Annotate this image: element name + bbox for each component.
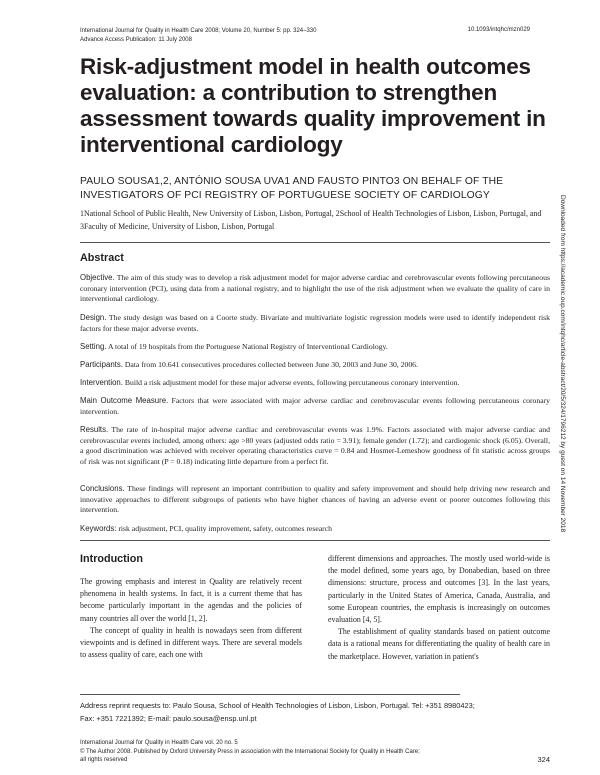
abstract-conclusions [80,484,550,516]
abstract-results [80,425,550,467]
page-number: 324 [537,755,550,764]
objective-text: The aim of this study was to develop a risk adjustment model for major adverse cardiac and cerebrovascular events following percutaneous coronary intervention (PCI), using data from a national registry, and to highlight the use of the risk adjustment when we evaluate the quality of care in interventional cardiology. [80,273,550,304]
reprint-line-2: Fax: +351 7221392; E-mail: paulo.sousa@ensp.unl.pt [80,713,257,723]
intro-paragraph-4: The establishment of quality standards based on patient outcome data is a rational means for differentiating the quality of health care in the marketplace. However, variation in patient's [328,627,550,661]
intervention-label: Intervention. [80,378,123,387]
abstract-design [80,313,550,334]
footer-rights: all rights reserved [80,757,128,763]
affiliations: 1National School of Public Health, New University of Lisbon, Lisbon, Portugal, 2School of Health Technologies of Lisbon, Lisbon, Portugal, and 3Faculty of Medicine, University of Lisbon, Lisbon, Portugal [80,209,542,231]
setting-text: A total of 19 hospitals from the Portuguese National Registry of Interventional Cardiology. [107,342,388,351]
doi: 10.1093/intqhc/mzn029 [467,27,530,33]
reprint-rule [80,694,460,695]
results-label: Results. [80,425,109,434]
author-list: PAULO SOUSA1,2, ANTÓNIO SOUSA UVA1 AND FAUSTO PINTO3 ON BEHALF OF THE INVESTIGATORS OF PCI REGISTRY OF PORTUGUESE SOCIETY OF CARDIOLOGY [80,176,504,201]
citation-line: International Journal for Quality in Health Care 2008; Volume 20, Number 5: pp. 324–330 [80,28,317,34]
reprint-request [80,700,550,725]
abstract-participants [80,360,550,371]
reprint-line-1: Address reprint requests to: Paulo Sousa, School of Health Technologies of Lisbon, Lisbon, Portugal. Tel: +351 8980423; [80,701,475,710]
running-header [80,27,380,45]
introduction-heading: Introduction [80,553,143,565]
abstract-heading: Abstract [80,252,124,264]
intro-paragraph-3: different dimensions and approaches. The mostly used world-wide is the model defined, some years ago, by Donabedian, based on three dimensions: structure, process and outcomes [3]. In the last years, particularly in the United States of America, Canada, Australia, and some European countries, the emphasis is increasingly on outcomes evaluation [4, 5]. [328,554,550,625]
abstract-top-rule [80,242,550,243]
article-title: Risk-adjustment model in health outcomes evaluation: a contribution to strengthen assessment towards quality improvement in interventional cardiology [80,54,546,157]
participants-text: Data from 10.641 consecutives procedures collected between June 30, 2003 and June 30, 2006. [124,360,418,369]
page-footer [80,739,550,765]
download-watermark: Downloaded from https://academic.oup.com/intqhc/article-abstract/20/5/324/1796212 by guest on 14 November 2018 [559,195,566,533]
abstract-objective [80,273,550,305]
keywords-label: Keywords: [80,524,117,533]
abstract-bottom-rule [80,540,550,541]
abstract-setting [80,342,550,353]
design-label: Design. [80,313,107,322]
abstract-keywords [80,524,550,535]
intervention-text: Build a risk adjustment model for these major adverse events, following percutaneous coronary intervention. [124,378,460,387]
footer-journal: International Journal for Quality in Health Care vol. 20 no. 5 [80,740,238,746]
participants-label: Participants. [80,360,123,369]
advance-access-line: Advance Access Publication: 11 July 2008 [80,37,192,43]
conclusions-text: These findings will represent an important contribution to quality and safety improvement and should help driving new research and innovative approaches to different subgroups of patients who have higher chances of having an adverse event or poorer outcomes following this intervention. [80,484,550,515]
objective-label: Objective. [80,273,115,282]
setting-label: Setting. [80,342,107,351]
intro-paragraph-1: The growing emphasis and interest in Quality are relatively recent phenomena in health systems. In fact, it is a current theme that has become particularly important in the agendas and the policies of many countries all over the world [1, 2]. [80,577,302,623]
conclusions-label: Conclusions. [80,484,125,493]
results-text: The rate of in-hospital major adverse cardiac and cerebrovascular events was 1.9%. Factors associated with major adverse cardiac and cerebrovascular events included, among others: age >80 years (adjusted odds ratio = 3.91); female gender (1.72); and cardiogenic shock (6.05). Overall, a good discrimination was achieved with receiver operating characteristics curve = 0.84 and Hosmer-Lemeshow goodness of fit statistic across groups of risk was not significant (P = 0.18) indicating little departure from a perfect fit. [80,425,550,466]
intro-left-column [80,576,302,661]
keywords-text: risk adjustment, PCI, quality improvement, safety, outcomes research [118,524,332,533]
design-text: The study design was based on a Coorte study. Bivariate and multivariate logistic regression models were used to identify independent risk factors for these major adverse events. [80,313,550,333]
outcome-text: Factors that were associated with major adverse cardiac and cerebrovascular events following percutaneous coronary intervention. [80,396,551,416]
footer-copyright: © The Author 2008. Published by Oxford University Press in association with the International Society for Quality in Health Care; [80,748,420,755]
intro-right-column [328,553,550,663]
intro-paragraph-2: The concept of quality in health is nowadays seen from different viewpoints and is defined in different ways. There are several models to assess quality of care, each one with [80,625,302,660]
abstract-intervention [80,378,550,389]
outcome-label: Main Outcome Measure. [80,396,169,405]
abstract-outcome [80,396,550,417]
